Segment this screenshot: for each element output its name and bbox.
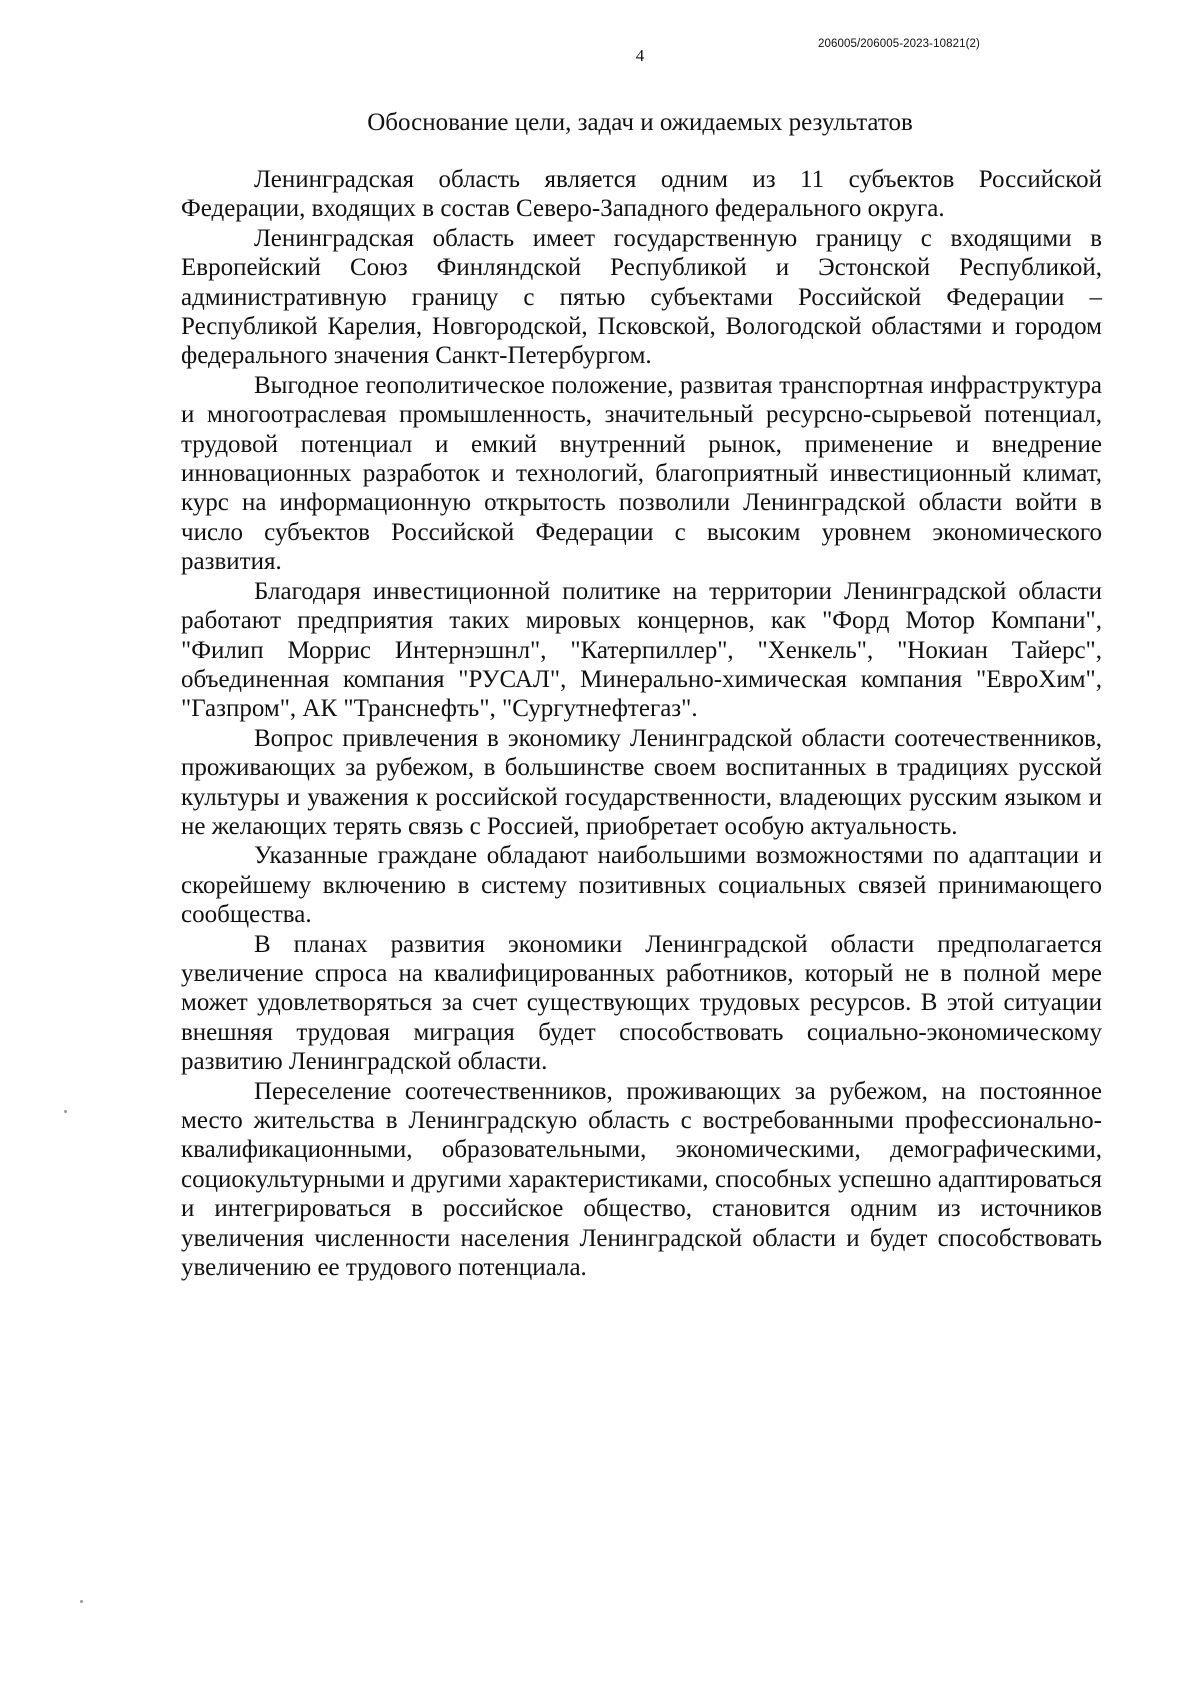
paragraph: Указанные граждане обладают наибольшими возможностями по адаптации и скорейшему включению в систему позитивных социальных связей принимающего сообщества.: [181, 842, 1102, 929]
page-number: 4: [635, 46, 645, 65]
paragraph: Выгодное геополитическое положение, развитая транспортная инфраструктура и многоотраслевая промышленность, значительный ресурсно-сырьевой потенциал, трудовой потенциал и емкий внутренний рынок, применение и внедрение инновационных разработок и технологий, благоприятный инвестиционный климат, курс на информационную открытость позволили Ленинградской области войти в число субъектов Российской Федерации с высоким уровнем экономического развития.: [181, 371, 1102, 576]
paragraph: Благодаря инвестиционной политике на территории Ленинградской области работают предприятия таких мировых концернов, как "Форд Мотор Компани", "Филип Моррис Интернэшнл", "Катерпиллер", "Хенкель", "Нокиан Тайерс", объединенная компания "РУСАЛ", Минерально-химическая компания "ЕвроХим", "Газпром", АК "Транснефть", "Сургутнефтегаз".: [181, 577, 1102, 723]
scan-speck: [64, 1110, 67, 1113]
paragraph: Вопрос привлечения в экономику Ленинградской области соотечественников, проживающих за рубежом, в большинстве своем воспитанных в традициях русской культуры и уважения к российской государственности, владеющих русским языком и не желающих терять связь с Россией, приобретает особую актуальность.: [181, 724, 1102, 840]
section-title: Обоснование цели, задач и ожидаемых результатов: [367, 109, 913, 136]
scan-speck: [80, 1600, 83, 1603]
paragraph: В планах развития экономики Ленинградской области предполагается увеличение спроса на квалифицированных работников, который не в полной мере может удовлетворяться за счет существующих трудовых ресурсов. В этой ситуации внешняя трудовая миграция будет способствовать социально-экономическому развитию Ленинградской области.: [181, 930, 1102, 1076]
paragraph: Ленинградская область является одним из 11 субъектов Российской Федерации, входящих в состав Северо-Западного федерального округа.: [181, 166, 1102, 223]
paragraph: Ленинградская область имеет государственную границу с входящими в Европейский Союз Финляндской Республикой и Эстонской Республикой, административную границу с пятью субъектами Российской Федерации – Республикой Карелия, Новгородской, Псковской, Вологодской областями и городом федерального значения Санкт-Петербургом.: [181, 224, 1102, 370]
paragraph: Переселение соотечественников, проживающих за рубежом, на постоянное место жительства в Ленинградскую область с востребованными профессионально-квалификационными, образовательными, экономическими, демографическими, социокультурными и другими характеристиками, способных успешно адаптироваться и интегрироваться в российское общество, становится одним из источников увеличения численности населения Ленинградской области и будет способствовать увеличению ее трудового потенциала.: [181, 1077, 1102, 1282]
document-id: 206005/206005-2023-10821(2): [818, 38, 980, 50]
body-text: [181, 165, 1102, 1282]
